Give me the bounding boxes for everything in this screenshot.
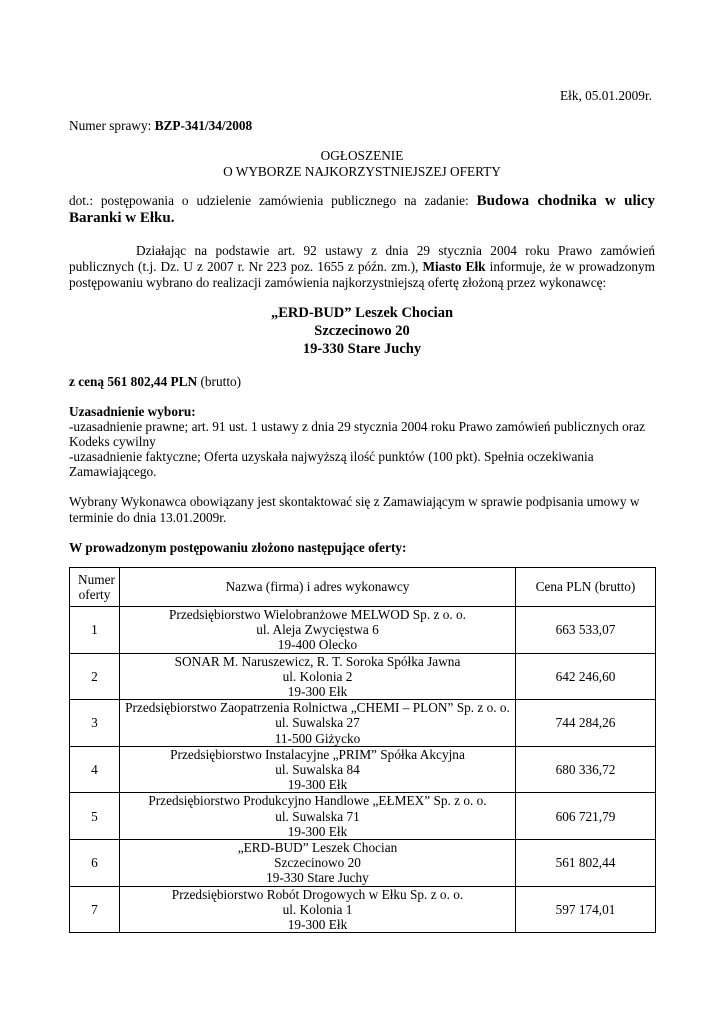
subject-line-2: Baranki w Ełku. (69, 210, 175, 226)
contractor-name: Przedsiębiorstwo Robót Drogowych w Ełku Sp. z o. o. (171, 886, 464, 902)
header-price: Cena PLN (brutto) (516, 568, 656, 607)
offer-number: 2 (70, 653, 120, 700)
offer-contractor (120, 746, 516, 793)
contact-line-2: terminie do dnia 13.01.2009r. (69, 510, 227, 525)
intro-text-b: informuje, że w prowadzonym (489, 259, 655, 274)
offer-contractor (120, 793, 516, 840)
justification-heading: Uzasadnienie wyboru: (69, 404, 196, 419)
contractor-street: Szczecinowo 20 (274, 855, 361, 871)
contractor-name: Przedsiębiorstwo Instalacyjne „PRIM” Spółka Akcyjna (170, 746, 465, 762)
offer-price: 597 174,01 (516, 886, 656, 933)
table-row (70, 700, 656, 747)
contact-line-1: Wybrany Wykonawca obowiązany jest skontaktować się z Zamawiającym w sprawie podpisania umowy w (69, 494, 640, 509)
contractor-name: SONAR M. Naruszewicz, R. T. Soroka Spółka Jawna (174, 653, 461, 669)
contractor-name: „ERD-BUD” Leszek Chocian (237, 840, 398, 856)
table-header-row (70, 568, 656, 607)
offer-contractor (120, 886, 516, 933)
justification-factual-1: -uzasadnienie faktyczne; Oferta uzyskała najwyższą ilość punktów (100 pkt). Spełnia oczekiwania (69, 449, 594, 464)
offer-price: 642 246,60 (516, 653, 656, 700)
offer-contractor (120, 653, 516, 700)
table-row (70, 746, 656, 793)
contractor-city: 19-300 Ełk (287, 823, 348, 839)
price-value: z ceną 561 802,44 PLN (69, 374, 198, 389)
winner-street: Szczecinowo 20 (314, 323, 410, 339)
contractor-city: 19-400 Olecko (277, 637, 358, 653)
offer-price: 680 336,72 (516, 746, 656, 793)
contractor-name: Przedsiębiorstwo Produkcyjno Handlowe „EŁMEX” Sp. z o. o. (148, 793, 487, 809)
contractor-street: ul. Kolonia 1 (282, 901, 353, 917)
offer-price: 663 533,07 (516, 607, 656, 654)
case-label: Numer sprawy: (69, 118, 152, 133)
offer-number: 7 (70, 886, 120, 933)
offer-contractor (120, 607, 516, 654)
title-line-1: OGŁOSZENIE (320, 148, 404, 163)
justification-legal-2: Kodeks cywilny (69, 434, 156, 449)
place-date: Ełk, 05.01.2009r. (560, 88, 652, 103)
winner-price (69, 374, 241, 390)
offer-price: 606 721,79 (516, 793, 656, 840)
contractor-street: ul. Kolonia 2 (282, 668, 353, 684)
title-line-2: O WYBORZE NAJKORZYSTNIEJSZEJ OFERTY (223, 164, 501, 179)
case-number: BZP-341/34/2008 (154, 118, 253, 133)
contractor-street: ul. Aleja Zwycięstwa 6 (256, 622, 379, 638)
table-row (70, 607, 656, 654)
table-row (70, 886, 656, 933)
table-row (70, 793, 656, 840)
contractor-street: ul. Suwalska 84 (275, 762, 360, 778)
subject-line-1 (69, 193, 655, 209)
contractor-name: Przedsiębiorstwo Wielobranżowe MELWOD Sp. z o. o. (169, 607, 466, 622)
intro-city: Miasto Ełk (422, 259, 486, 274)
contractor-city: 19-300 Ełk (287, 684, 348, 700)
intro-line-2 (69, 259, 655, 275)
offer-number: 1 (70, 607, 120, 654)
subject-text: dot.: postępowania o udzielenie zamówienia publicznego na zadanie: (69, 193, 469, 208)
header-offer-number: Numer oferty (70, 568, 120, 607)
table-row (70, 840, 656, 887)
offer-price: 744 284,26 (516, 700, 656, 747)
justification-legal-1: -uzasadnienie prawne; art. 91 ust. 1 ustawy z dnia 29 stycznia 2004 roku Prawo zamówień publicznych oraz (69, 419, 646, 434)
header-contractor: Nazwa (firma) i adres wykonawcy (120, 568, 516, 607)
table-row (70, 653, 656, 700)
intro-text-a: publicznych (t.j. Dz. U z 2007 r. Nr 223 poz. 1655 z późn. zm.), (69, 259, 419, 274)
offers-heading: W prowadzonym postępowaniu złożono następujące oferty: (69, 540, 407, 555)
justification-factual-2: Zamawiającego. (69, 464, 157, 479)
offer-number: 5 (70, 793, 120, 840)
offer-number: 3 (70, 700, 120, 747)
offers-table (69, 567, 656, 933)
offer-contractor (120, 840, 516, 887)
contractor-street: ul. Suwalska 71 (275, 808, 360, 824)
case-number-line (69, 118, 252, 134)
offer-number: 6 (70, 840, 120, 887)
intro-line-1: Działając na podstawie art. 92 ustawy z dnia 29 stycznia 2004 roku Prawo zamówień (136, 243, 655, 258)
winner-city: 19-330 Stare Juchy (302, 341, 422, 357)
offer-price: 561 802,44 (516, 840, 656, 887)
intro-line-3: postępowaniu wybrano do realizacji zamówienia najkorzystniejszą ofertę złożoną przez wykonawcę: (69, 275, 607, 290)
offer-number: 4 (70, 746, 120, 793)
contractor-city: 11-500 Giżycko (274, 730, 361, 746)
subject-task: Budowa chodnika w ulicy (476, 193, 656, 209)
price-note: (brutto) (200, 374, 242, 389)
winner-name: „ERD-BUD” Leszek Chocian (270, 305, 454, 321)
contractor-street: ul. Suwalska 27 (275, 715, 360, 731)
contractor-city: 19-330 Stare Juchy (266, 870, 369, 886)
offer-contractor (120, 700, 516, 747)
contractor-city: 19-300 Ełk (287, 917, 348, 933)
contractor-name: Przedsiębiorstwo Zaopatrzenia Rolnictwa „CHEMI – PLON” Sp. z o. o. (125, 700, 510, 716)
contractor-city: 19-300 Ełk (287, 777, 348, 793)
